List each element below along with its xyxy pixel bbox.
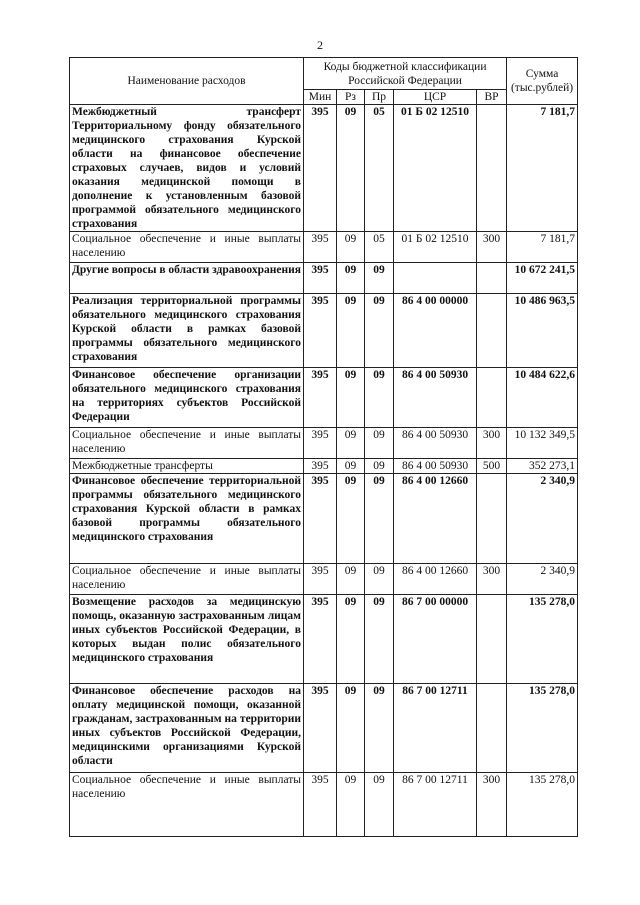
table-row [70,232,578,263]
cell-pr: 09 [365,294,394,368]
cell-name: Финансовое обеспечение расходов на оплату медицинской помощи, оказанной гражданам, застрахованным на территории иных субъектов Российской Федерации, медицинскими организациями Курской области [70,684,304,773]
cell-name: Межбюджетный трансферт Территориальному фонду обязательного медицинского страхования Курской области на финансовое обеспечение страховых случаев, видов и условий оказания медицинской помощи в дополнение к установленным базовой программой обязательного медицинского страхования [70,105,304,232]
cell-csr: 86 4 00 50930 [394,428,477,459]
cell-vr [477,474,507,564]
cell-min: 395 [304,459,337,474]
cell-name: Реализация территориальной программы обязательного медицинского страхования Курской области в рамках базовой программы обязательного медицинского страхования [70,294,304,368]
cell-sum: 10 672 241,5 [507,263,578,294]
cell-rz: 09 [337,294,365,368]
cell-min: 395 [304,773,337,837]
cell-sum: 135 278,0 [507,684,578,773]
cell-pr: 09 [365,595,394,684]
cell-min: 395 [304,232,337,263]
cell-name: Финансовое обеспечение организации обязательного медицинского страхования на территориях субъектов Российской Федерации [70,368,304,428]
header-rz: Рз [337,90,365,105]
cell-csr: 86 4 00 00000 [394,294,477,368]
cell-name: Другие вопросы в области здравоохранения [70,263,304,294]
cell-pr: 09 [365,564,394,595]
cell-pr: 05 [365,232,394,263]
cell-vr [477,595,507,684]
cell-rz: 09 [337,564,365,595]
cell-vr [477,368,507,428]
table-row [70,595,578,684]
table-row [70,294,578,368]
cell-pr: 09 [365,428,394,459]
cell-min: 395 [304,595,337,684]
cell-sum: 10 484 622,6 [507,368,578,428]
cell-rz: 09 [337,232,365,263]
cell-rz: 09 [337,595,365,684]
table-row [70,263,578,294]
cell-min: 395 [304,474,337,564]
header-csr: ЦСР [394,90,477,105]
cell-min: 395 [304,105,337,232]
cell-pr: 09 [365,459,394,474]
cell-rz: 09 [337,773,365,837]
cell-csr: 01 Б 02 12510 [394,232,477,263]
cell-csr: 86 7 00 00000 [394,595,477,684]
expenses-table [69,57,578,837]
header-min: Мин [304,90,337,105]
cell-csr: 86 4 00 50930 [394,459,477,474]
cell-pr: 09 [365,684,394,773]
cell-rz: 09 [337,428,365,459]
header-name: Наименование расходов [70,58,304,105]
page-number: 2 [317,38,323,52]
cell-sum: 135 278,0 [507,773,578,837]
cell-csr: 86 4 00 12660 [394,564,477,595]
cell-vr: 300 [477,232,507,263]
cell-pr: 09 [365,368,394,428]
cell-min: 395 [304,564,337,595]
cell-name: Социальное обеспечение и иные выплаты населению [70,564,304,595]
cell-rz: 09 [337,459,365,474]
cell-name: Социальное обеспечение и иные выплаты населению [70,232,304,263]
cell-vr: 300 [477,773,507,837]
cell-sum: 2 340,9 [507,474,578,564]
table-row [70,474,578,564]
table-row [70,105,578,232]
cell-pr: 09 [365,263,394,294]
cell-sum: 135 278,0 [507,595,578,684]
cell-min: 395 [304,684,337,773]
cell-vr [477,105,507,232]
cell-vr: 300 [477,564,507,595]
cell-pr: 09 [365,773,394,837]
cell-min: 395 [304,263,337,294]
table-row [70,773,578,837]
cell-vr [477,684,507,773]
cell-sum: 352 273,1 [507,459,578,474]
cell-vr: 300 [477,428,507,459]
cell-rz: 09 [337,105,365,232]
cell-rz: 09 [337,684,365,773]
header-sum: Сумма (тыс.рублей) [507,58,578,105]
cell-min: 395 [304,368,337,428]
table-row [70,368,578,428]
cell-name: Межбюджетные трансферты [70,459,304,474]
cell-rz: 09 [337,263,365,294]
cell-csr [394,263,477,294]
cell-pr: 09 [365,474,394,564]
cell-csr: 86 7 00 12711 [394,684,477,773]
cell-sum: 10 486 963,5 [507,294,578,368]
cell-sum: 10 132 349,5 [507,428,578,459]
header-pr: Пр [365,90,394,105]
cell-sum: 2 340,9 [507,564,578,595]
cell-min: 395 [304,428,337,459]
table-row [70,428,578,459]
cell-vr [477,294,507,368]
cell-sum: 7 181,7 [507,232,578,263]
cell-name: Финансовое обеспечение территориальной программы обязательного медицинского страхования Курской области в рамках базовой программы обязательного медицинского страхования [70,474,304,564]
cell-min: 395 [304,294,337,368]
cell-name: Возмещение расходов за медицинскую помощь, оказанную застрахованным лицам иных субъектов Российской Федерации, в которых выдан полис обязательного медицинского страхования [70,595,304,684]
cell-csr: 86 7 00 12711 [394,773,477,837]
cell-sum: 7 181,7 [507,105,578,232]
cell-name: Социальное обеспечение и иные выплаты населению [70,428,304,459]
cell-csr: 01 Б 02 12510 [394,105,477,232]
cell-pr: 05 [365,105,394,232]
cell-rz: 09 [337,368,365,428]
table-row [70,459,578,474]
header-codes: Коды бюджетной классификации Российской Федерации [304,58,507,90]
table-row [70,684,578,773]
cell-name: Социальное обеспечение и иные выплаты населению [70,773,304,837]
cell-vr [477,263,507,294]
header-vr: ВР [477,90,507,105]
cell-rz: 09 [337,474,365,564]
cell-vr: 500 [477,459,507,474]
cell-csr: 86 4 00 50930 [394,368,477,428]
cell-csr: 86 4 00 12660 [394,474,477,564]
table-row [70,564,578,595]
